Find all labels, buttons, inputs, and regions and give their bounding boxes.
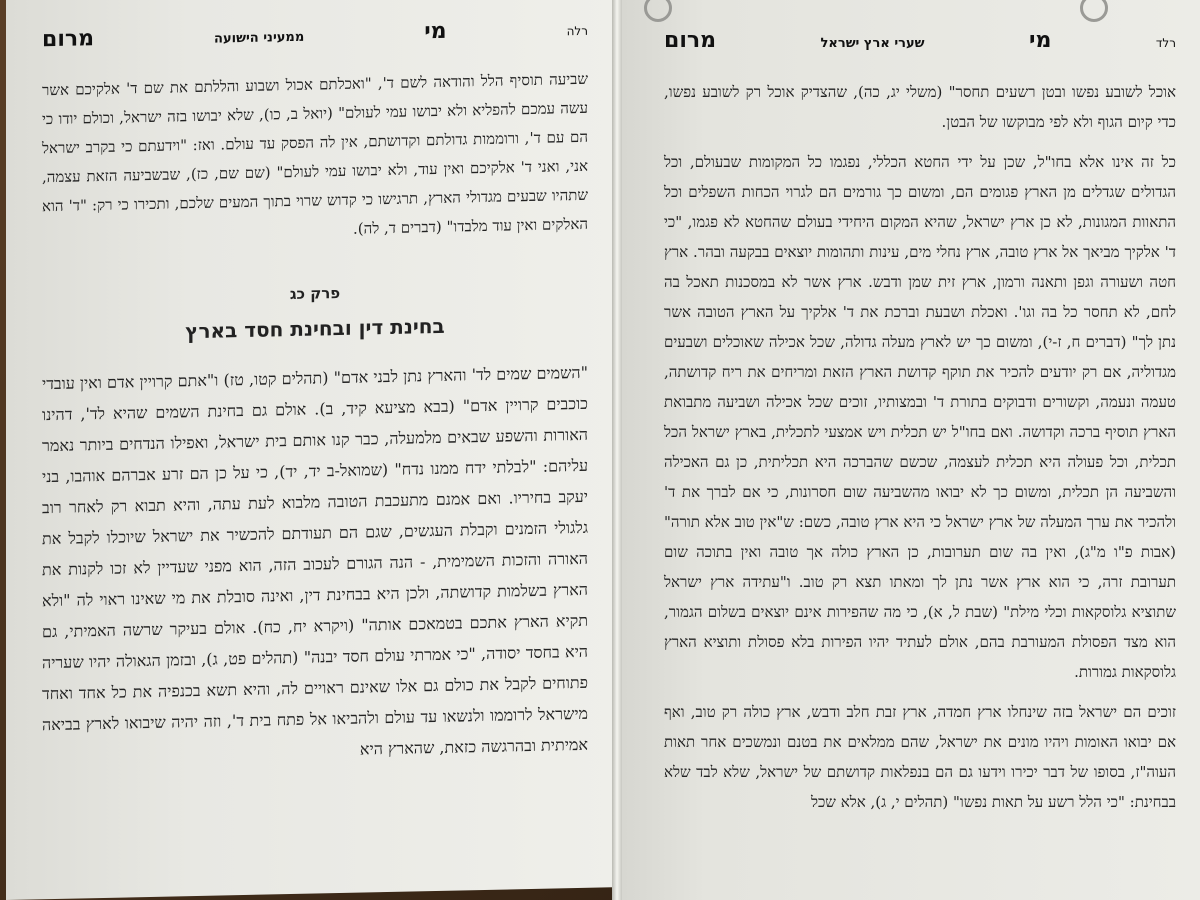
left-page-number: רלה — [566, 23, 588, 39]
chapter-body — [42, 357, 588, 771]
chapter-label: פרק כג — [289, 283, 341, 304]
right-header-title-left: מרום — [664, 28, 717, 53]
right-paragraph-1: אוכל לשובע נפשו ובטן רשעים תחסר" (משלי יג, כה), שהצדיק אוכל רק לשובע נפשו, כדי קיום הגוף ולא לפי מבוקשו של הבטן. — [664, 83, 1176, 131]
binding-fold — [612, 0, 622, 900]
right-page — [618, 0, 1200, 900]
chapter-title: בחינת דין ובחינת חסד בארץ — [185, 313, 445, 344]
right-page-header — [664, 28, 1176, 53]
right-paragraph-2: כל זה אינו אלא בחו"ל, שכן על ידי החטא הכללי, נפגמו כל המקומות שבעולם, וכל הגדולים שגדלים מן הארץ פגומים הם, ומשום כך גורמים הם לגרוי הכחות השפלים וכל התאוות המגונות, לא כן ארץ ישראל, שהיא המקום היחידי בעולם שהחטא לא פגמו, "כי ד' אלקיך מביאך אל ארץ טובה, ארץ נחלי מים, עינות ותהומות יוצאים בבקעה ובהר. ארץ חטה ושעורה וגפן ותאנה ורמון, ארץ זית שמן ודבש. ארץ אשר לא במסכנות תאכל בה לחם, לא תחסר כל בה וגו'. ואכלת ושבעת וברכת את ד' אלקיך על הארץ הטובה אשר נתן לך" (דברים ח, ז-י), ומשום כך יש לארץ מעלה גדולה, שכל אכילה שאוכלים ושבעים מגדוליה, אם רק יודעים להכיר את תוקף קדושת הארץ הזאת ומריחים את ריח קדושתה, טעמה ונעמה, וקשורים ודבוקים בתורת ד' ובמצותיו, זוכים שכל אכילה ושביעה מתבואת הארץ תוסיף ברכה וקדושה. ואם בחו"ל יש תכלית ויש אמצעי לתכלית, בארץ ישראל הכל תכלית, וכל פעולה היא תכלית לעצמה, שכשם שהברכה היא תכליתית, כן גם האכילה והשביעה הן תכלית, ומשום כך לא יבואו מהשביעה שום חסרונות, כי אם לברך את ד' ולהכיר את ערך המעלה של ארץ ישראל כי היא ארץ טובה, כשם: ש"אין טוב אלא תורה" (אבות פ"ו מ"ג), ואין בה שום תערובות, כן הארץ כולה אך טובה ואין בתוכה שום תערובת זרה, כי הוא ארץ אשר נתן לך ומאתו תצא רק טוב. ו"עתידה ארץ ישראל שתוציא גלוסקאות וכלי מילת" (שבת ל, א), כי מה שהפירות אינם יוצאים בשלום הגמור, הוא מצד הפסולת המעורבת בהם, אולם לעתיד יהיו הפירות בלא פסולת ותוציא הארץ גלוסקאות גמורות. — [664, 153, 1177, 681]
left-page-header — [42, 16, 588, 52]
left-header-title-left: מרום — [42, 26, 95, 53]
chapter-paragraph-1: "השמים שמים לד' והארץ נתן לבני אדם" (תהלים קטו, טז) ו"אתם קרויין אדם ואין עובדי כוכבים קרויין אדם" (בבא מציעא קיד, ב). אולם גם בחינת השמים שהיא לד', דהינו האורות והשפע שבאים מלמעלה, כבר קנו אותם בית ישראל, ואפילו הנדחים ביותר נאמר עליהם: "לבלתי ידח ממנו נדח" (שמואל-ב יד, יד), כי על כן הם זרע אברהם אוהבו, בני יעקב בחיריו. ואם אמנם מתעכבת הטובה מלבוא לעת עתה, והיא תבוא רק לאחר רוב גלגולי הזמנים וקבלת העגשים, שגם הם תעודתם להכשיר את ישראל שיוכלו לקבל את האורה והזכות השמימית, - הנה הגורם לעכוב הזה, הוא מפני שעדיין לא זכו לקנות את הארץ בשלמות קדושתה, ולכן היא בבחינת דין, ואינה סובלת את מי שאינו ראוי לה "ולא תקיא הארץ אתכם בטמאכם אותה" (ויקרא יח, כח). אולם בעיקר שרשה האמיתי, גם היא בחסד יסודה, "כי אמרתי עולם חסד יבנה" (תהלים פט, ג), ובזמן הגאולה יהיו שעריה פתוחים לקבל את כולם גם אלו שאינם ראויים לה, והיא תשא בכנפיה את כל אחד ואחד מישראל לרוממו ולנשאו עד עולם ולהביאו אל פתח בית ד', וזה יהיה שיבואו לארץ בביאה אמיתית ובהרגשה כזאת, שהארץ היא — [42, 362, 588, 759]
right-page-number: רלד — [1155, 36, 1176, 50]
left-paragraph-1: שביעה תוסיף הלל והודאה לשם ד', "ואכלתם אכול ושבוע והללתם את שם ד' אלקיכם אשר עשה עמכם להפליא ולא יבושו עמי לעולם" (יואל ב, כו), שלא יבושו בזה ישראל, וכולם יודו כי הם עם ד', ורוממות גדולתם וקדושתם, אין לה הפסק עד עולם. ואז: "וידעתם כי בקרב ישראל אני, ואני ד' אלקיכם ואין עוד, ולא יבושו עמי לעולם" (שם שם, כז), שבשביעה הזאת עצמה, שתהיו שבעים מגדולי הארץ, תרגישו כי קדוש שרוי בתוך המעים שלכם, ותכירו כי רק: "ד' הוא האלקים ואין עוד מלבדו" (דברים ד, לה). — [42, 69, 588, 238]
right-paragraph-3: זוכים הם ישראל בזה שינחלו ארץ חמדה, ארץ זבת חלב ודבש, ארץ כולה רק טוב, ואף אם יבואו האומות ויהיו מונים את ישראל, שהם ממלאים את בטנם ונמשכים אחר תאות העוה"ז, בסופו של דבר יכירו וידעו גם הם בנפלאות קדושתם של ישראל, שלא לבד שלא בבחינת: "כי הלל רשע על תאות נפשו" (תהלים י, ג), אלא שכל — [664, 703, 1176, 811]
right-header-title-right: מי — [1028, 28, 1052, 53]
right-header-subtitle: שערי ארץ ישראל — [820, 36, 925, 51]
left-page — [6, 0, 618, 900]
left-header-subtitle: ממעיני הישועה — [214, 29, 305, 47]
left-header-title-right: מי — [424, 18, 447, 45]
